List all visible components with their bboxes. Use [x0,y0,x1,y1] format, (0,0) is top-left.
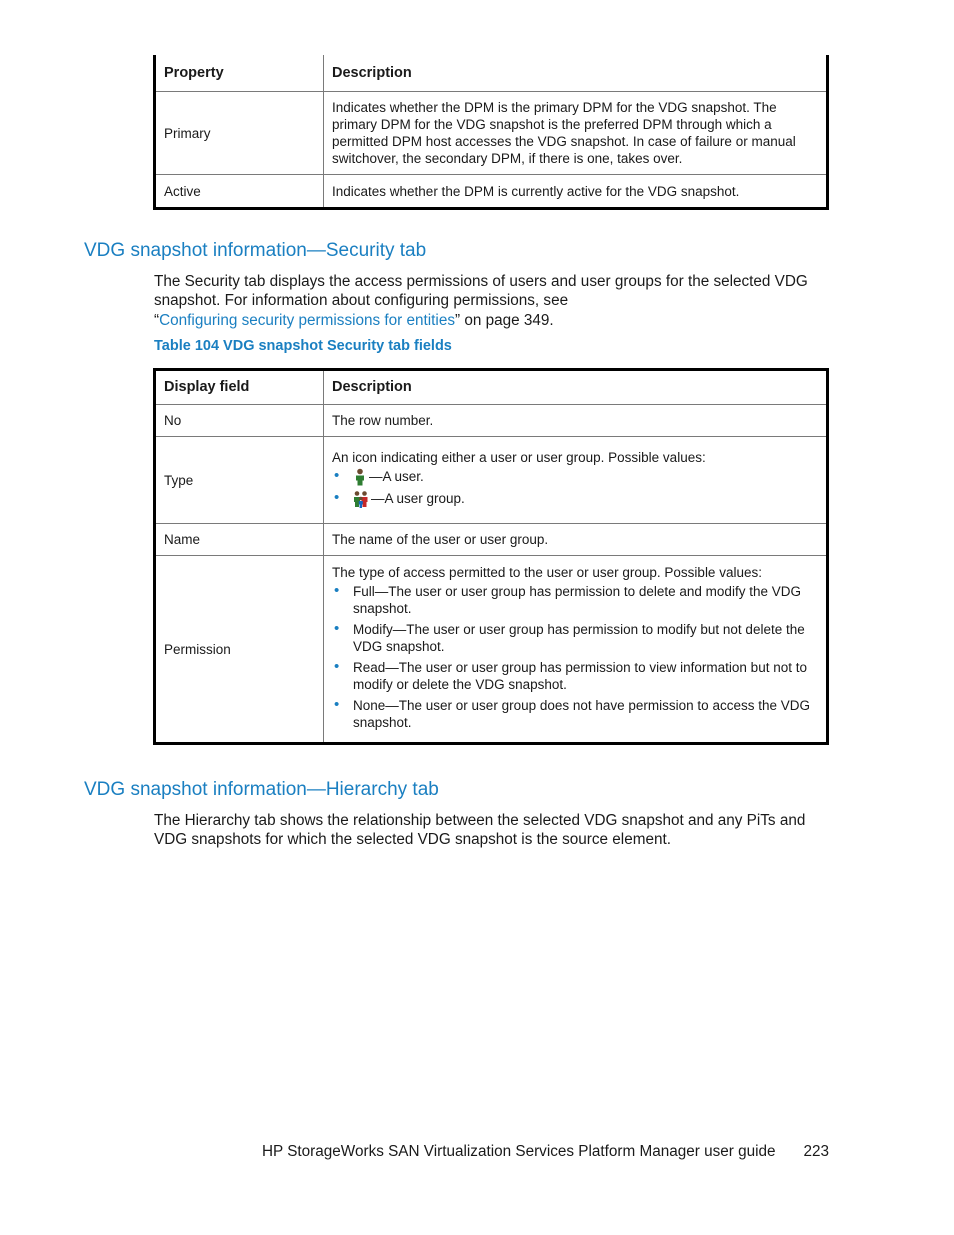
permission-values-list [332,583,820,731]
header-property: Property [155,55,324,92]
property-cell: Primary [155,92,324,175]
user-group-icon [353,490,369,508]
property-table [153,55,829,210]
page-footer [262,1143,829,1161]
table-header-row [155,370,828,405]
security-paragraph [154,272,834,330]
table-row [155,92,828,175]
header-description: Description [324,370,828,405]
type-intro: An icon indicating either a user or user group. Possible values: [332,449,706,465]
field-cell: Name [155,524,324,556]
field-cell: No [155,405,324,437]
header-display-field: Display field [155,370,324,405]
user-icon [353,468,367,486]
permission-intro: The type of access permitted to the user or user group. Possible values: [332,564,762,580]
property-cell: Active [155,175,324,209]
table-row [155,175,828,209]
description-cell: The name of the user or user group. [324,524,828,556]
list-item: • Full—The user or user group has permission to delete and modify the VDG snapshot. [332,583,820,617]
description-cell [324,556,828,744]
footer-title: HP StorageWorks SAN Virtualization Services Platform Manager user guide [262,1143,776,1160]
list-item [332,468,820,486]
table-row [155,405,828,437]
description-cell: The row number. [324,405,828,437]
hierarchy-heading: VDG snapshot information—Hierarchy tab [84,779,439,800]
description-cell [324,437,828,524]
list-item: • Read—The user or user group has permission to view information but not to modify or delete the VDG snapshot. [332,659,820,693]
user-value-label: • —A user. [369,469,424,484]
table-row [155,437,828,524]
description-cell: Indicates whether the DPM is currently active for the VDG snapshot. [324,175,828,209]
security-paragraph-text: The Security tab displays the access permissions of users and user groups for the selected VDG snapshot. For information about configuring permissions, see [154,273,808,310]
list-item: • Modify—The user or user group has permission to modify but not delete the VDG snapshot. [332,621,820,655]
table-row [155,524,828,556]
table-header-row [155,55,828,92]
field-cell: Type [155,437,324,524]
security-heading: VDG snapshot information—Security tab [84,240,427,261]
list-item: • None—The user or user group does not have permission to access the VDG snapshot. [332,697,820,731]
open-quote: “ [154,311,160,329]
header-description: Description [324,55,828,92]
field-cell: Permission [155,556,324,744]
type-values-list [332,468,820,508]
group-value-label: • —A user group. [371,491,465,506]
hierarchy-paragraph: The Hierarchy tab shows the relationship between the selected VDG snapshot and any PiTs and VDG snapshots for which the selected VDG snapshot is the source element. [154,812,806,849]
list-item [332,490,820,508]
permissions-link[interactable]: Configuring security permissions for entities [159,311,455,329]
security-fields-table [153,368,829,745]
page-number: 223 [803,1143,829,1160]
table-row [155,556,828,744]
page-reference: ” on page 349. [454,311,554,329]
table-caption: Table 104 VDG snapshot Security tab fields [154,338,452,354]
description-cell: Indicates whether the DPM is the primary DPM for the VDG snapshot. The primary DPM for the VDG snapshot is the preferred DPM through which a permitted DPM host accesses the VDG snapshot. In case of failure or manual switchover, the secondary DPM, if there is one, takes over. [324,92,828,175]
